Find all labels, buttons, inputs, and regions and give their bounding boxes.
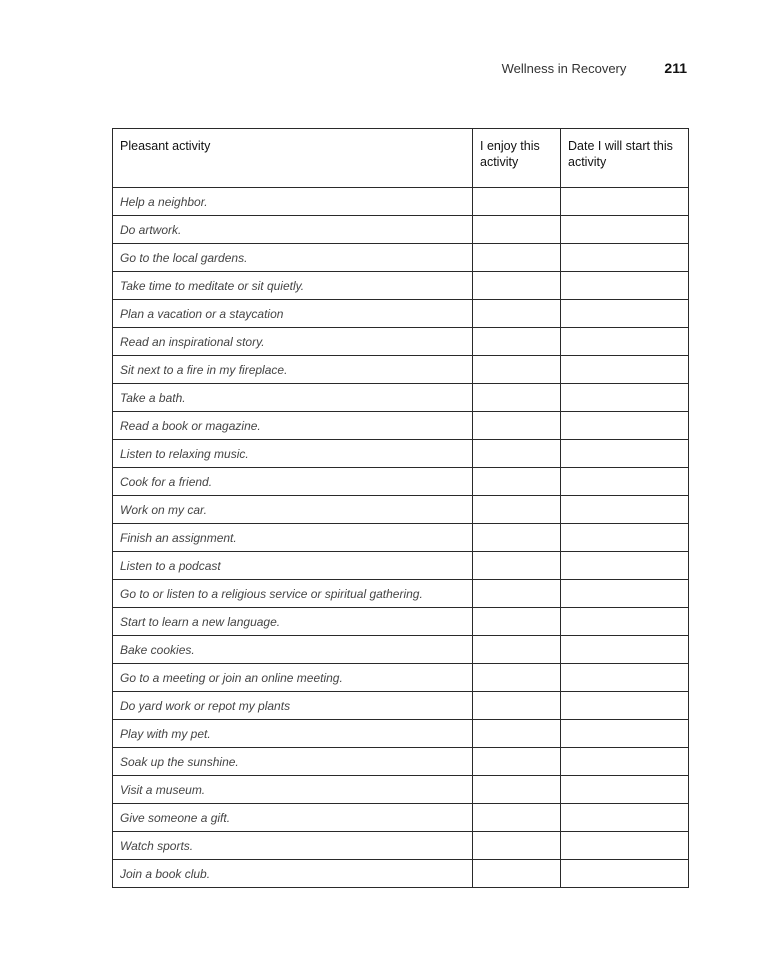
table-row	[113, 272, 689, 300]
activity-cell: Visit a museum.	[113, 776, 473, 804]
table-row	[113, 860, 689, 888]
start-date-cell[interactable]	[561, 832, 689, 860]
activity-cell: Go to the local gardens.	[113, 244, 473, 272]
activity-cell: Listen to a podcast	[113, 552, 473, 580]
activity-cell: Finish an assignment.	[113, 524, 473, 552]
column-header-enjoy: I enjoy this activity	[473, 129, 561, 188]
enjoy-cell[interactable]	[473, 720, 561, 748]
enjoy-cell[interactable]	[473, 608, 561, 636]
enjoy-cell[interactable]	[473, 776, 561, 804]
table-row	[113, 216, 689, 244]
table-row	[113, 244, 689, 272]
start-date-cell[interactable]	[561, 692, 689, 720]
table-row	[113, 832, 689, 860]
start-date-cell[interactable]	[561, 580, 689, 608]
table-row	[113, 608, 689, 636]
enjoy-cell[interactable]	[473, 188, 561, 216]
activity-cell: Read an inspirational story.	[113, 328, 473, 356]
activity-cell: Start to learn a new language.	[113, 608, 473, 636]
enjoy-cell[interactable]	[473, 272, 561, 300]
activity-cell: Listen to relaxing music.	[113, 440, 473, 468]
table-row	[113, 328, 689, 356]
header-row	[113, 129, 689, 188]
table-row	[113, 776, 689, 804]
start-date-cell[interactable]	[561, 776, 689, 804]
start-date-cell[interactable]	[561, 552, 689, 580]
column-header-activity: Pleasant activity	[113, 129, 473, 188]
activity-cell: Take time to meditate or sit quietly.	[113, 272, 473, 300]
enjoy-cell[interactable]	[473, 748, 561, 776]
activity-cell: Play with my pet.	[113, 720, 473, 748]
activity-cell: Help a neighbor.	[113, 188, 473, 216]
start-date-cell[interactable]	[561, 664, 689, 692]
enjoy-cell[interactable]	[473, 440, 561, 468]
table-row	[113, 580, 689, 608]
activity-cell: Plan a vacation or a staycation	[113, 300, 473, 328]
enjoy-cell[interactable]	[473, 692, 561, 720]
enjoy-cell[interactable]	[473, 860, 561, 888]
activity-cell: Cook for a friend.	[113, 468, 473, 496]
start-date-cell[interactable]	[561, 524, 689, 552]
start-date-cell[interactable]	[561, 188, 689, 216]
enjoy-cell[interactable]	[473, 356, 561, 384]
enjoy-cell[interactable]	[473, 384, 561, 412]
start-date-cell[interactable]	[561, 748, 689, 776]
start-date-cell[interactable]	[561, 496, 689, 524]
start-date-cell[interactable]	[561, 860, 689, 888]
start-date-cell[interactable]	[561, 804, 689, 832]
enjoy-cell[interactable]	[473, 804, 561, 832]
page-number: 211	[664, 60, 687, 76]
start-date-cell[interactable]	[561, 720, 689, 748]
start-date-cell[interactable]	[561, 216, 689, 244]
table-row	[113, 804, 689, 832]
start-date-cell[interactable]	[561, 384, 689, 412]
enjoy-cell[interactable]	[473, 636, 561, 664]
running-header	[502, 60, 687, 76]
table-row	[113, 552, 689, 580]
table-row	[113, 636, 689, 664]
activity-cell: Join a book club.	[113, 860, 473, 888]
table-body	[113, 188, 689, 888]
table-row	[113, 692, 689, 720]
column-header-start-date: Date I will start this activity	[561, 129, 689, 188]
activity-cell: Work on my car.	[113, 496, 473, 524]
enjoy-cell[interactable]	[473, 216, 561, 244]
activity-cell: Go to or listen to a religious service or spiritual gathering.	[113, 580, 473, 608]
table-row	[113, 496, 689, 524]
enjoy-cell[interactable]	[473, 524, 561, 552]
enjoy-cell[interactable]	[473, 664, 561, 692]
enjoy-cell[interactable]	[473, 328, 561, 356]
table-row	[113, 384, 689, 412]
enjoy-cell[interactable]	[473, 552, 561, 580]
table-row	[113, 468, 689, 496]
activity-cell: Bake cookies.	[113, 636, 473, 664]
table-row	[113, 412, 689, 440]
start-date-cell[interactable]	[561, 468, 689, 496]
enjoy-cell[interactable]	[473, 496, 561, 524]
enjoy-cell[interactable]	[473, 244, 561, 272]
activity-cell: Take a bath.	[113, 384, 473, 412]
enjoy-cell[interactable]	[473, 412, 561, 440]
start-date-cell[interactable]	[561, 244, 689, 272]
start-date-cell[interactable]	[561, 636, 689, 664]
enjoy-cell[interactable]	[473, 832, 561, 860]
table-row	[113, 356, 689, 384]
start-date-cell[interactable]	[561, 440, 689, 468]
table-row	[113, 720, 689, 748]
activity-cell: Go to a meeting or join an online meeting.	[113, 664, 473, 692]
header-title: Wellness in Recovery	[501, 61, 627, 76]
table-row	[113, 300, 689, 328]
enjoy-cell[interactable]	[473, 580, 561, 608]
table-header	[113, 129, 689, 188]
table-row	[113, 748, 689, 776]
table-row	[113, 440, 689, 468]
start-date-cell[interactable]	[561, 608, 689, 636]
enjoy-cell[interactable]	[473, 300, 561, 328]
activity-cell: Soak up the sunshine.	[113, 748, 473, 776]
enjoy-cell[interactable]	[473, 468, 561, 496]
start-date-cell[interactable]	[561, 412, 689, 440]
activity-cell: Give someone a gift.	[113, 804, 473, 832]
activity-cell: Read a book or magazine.	[113, 412, 473, 440]
start-date-cell[interactable]	[561, 356, 689, 384]
table-row	[113, 188, 689, 216]
activity-cell: Watch sports.	[113, 832, 473, 860]
start-date-cell[interactable]	[561, 328, 689, 356]
start-date-cell[interactable]	[561, 272, 689, 300]
pleasant-activities-table	[112, 128, 689, 888]
activity-cell: Do artwork.	[113, 216, 473, 244]
table-row	[113, 524, 689, 552]
activity-cell: Do yard work or repot my plants	[113, 692, 473, 720]
table-row	[113, 664, 689, 692]
activity-cell: Sit next to a fire in my fireplace.	[113, 356, 473, 384]
start-date-cell[interactable]	[561, 300, 689, 328]
